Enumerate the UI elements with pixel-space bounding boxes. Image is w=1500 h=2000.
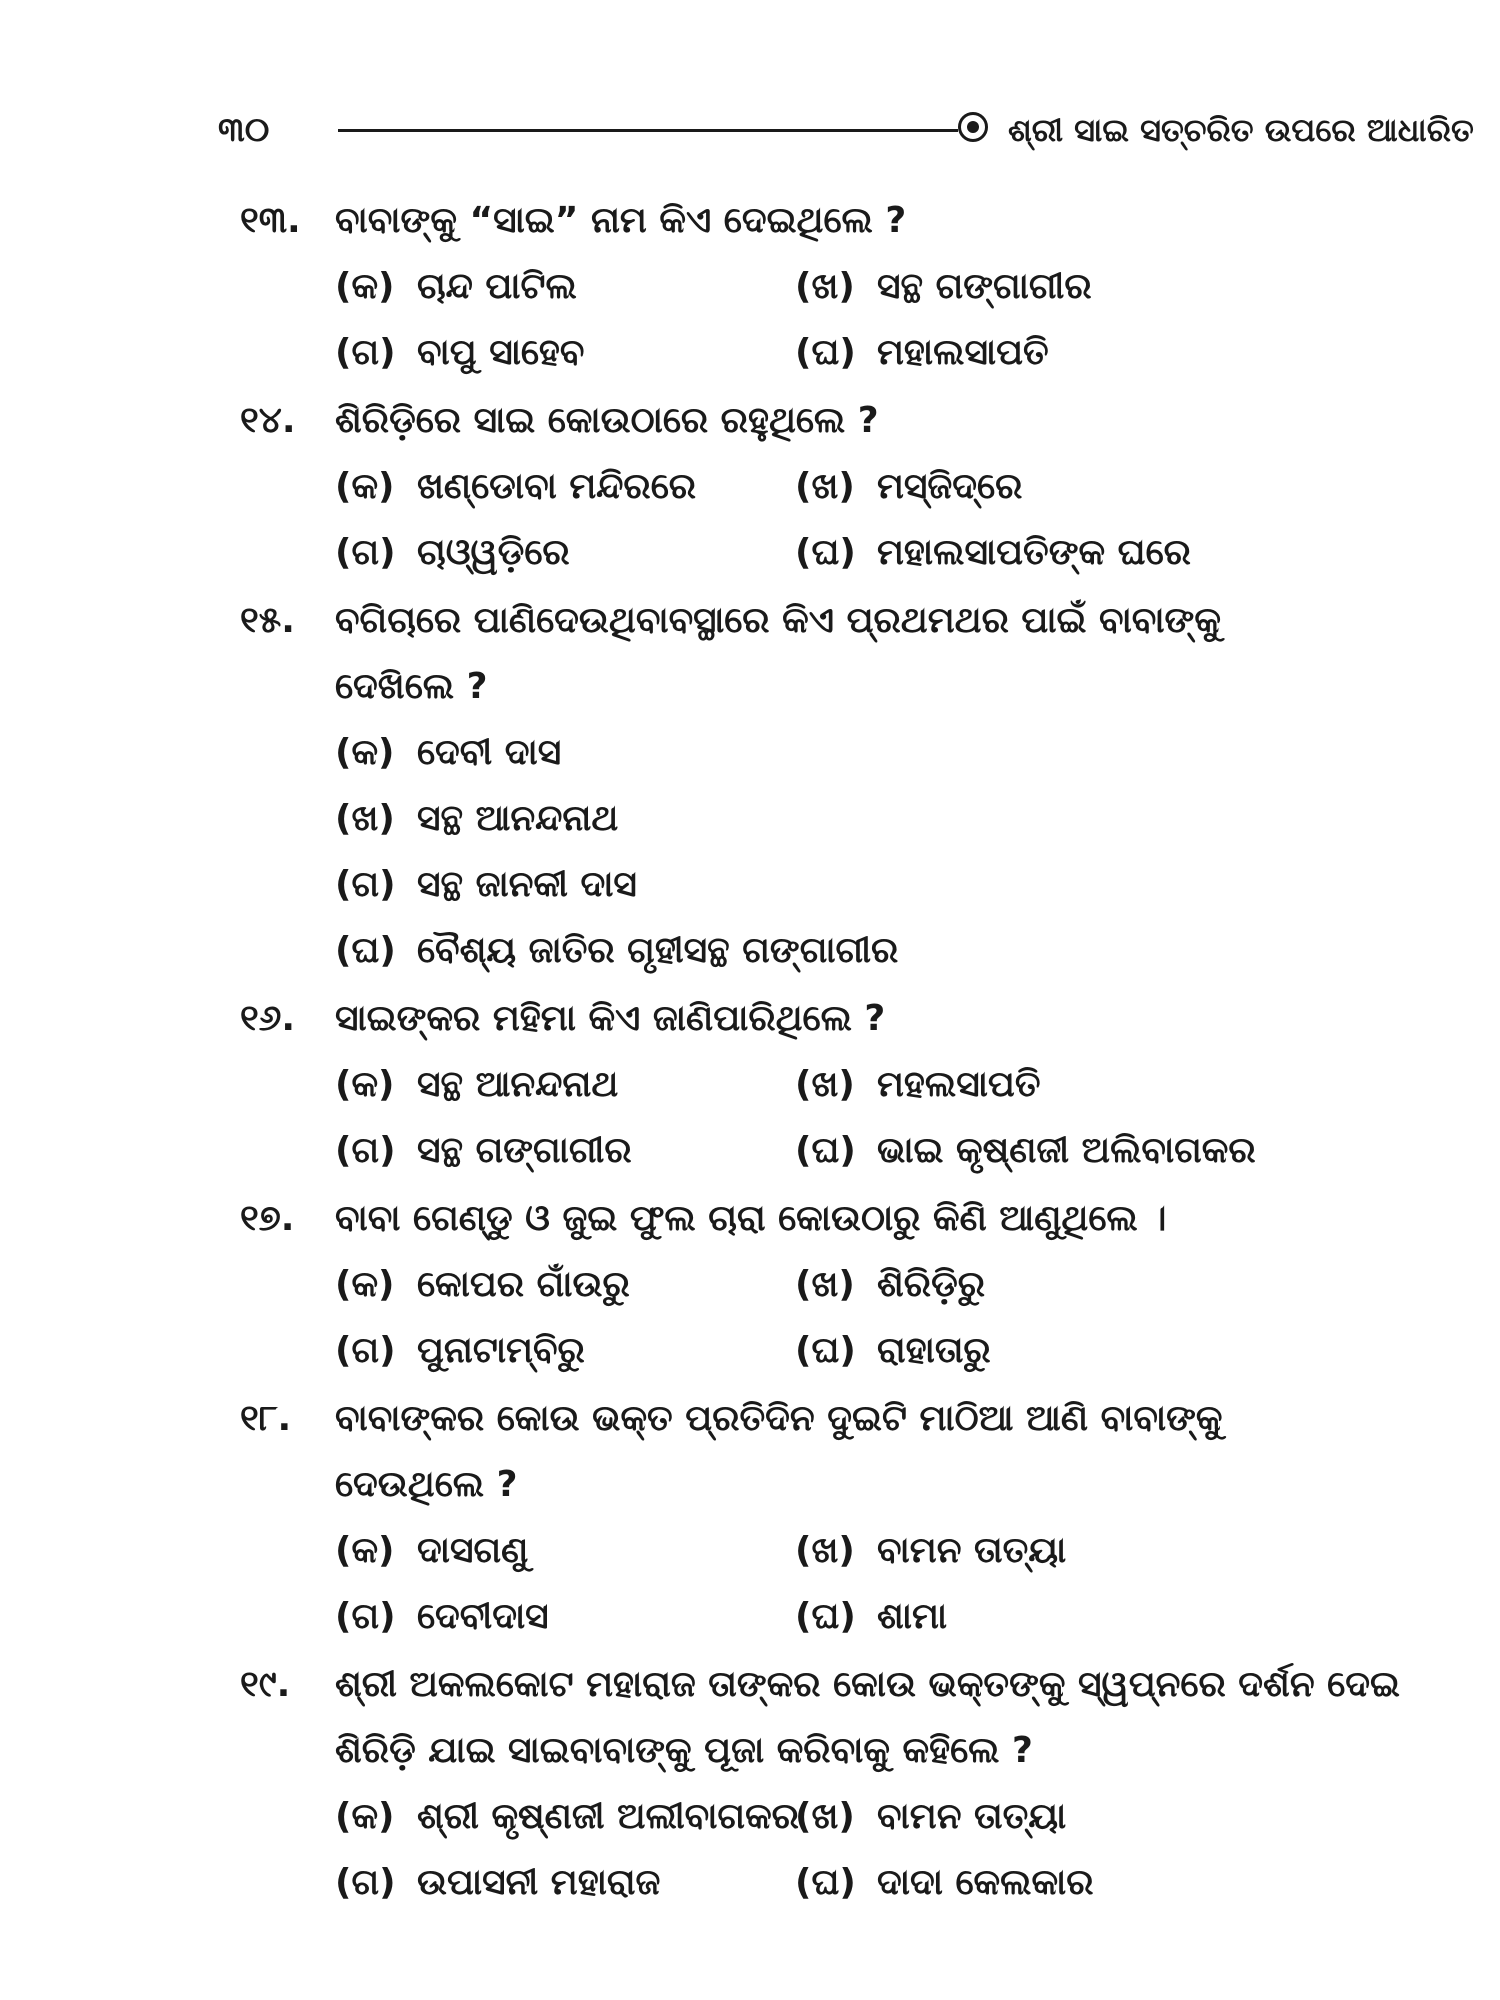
question-16 xyxy=(240,986,1300,1184)
question-13 xyxy=(240,188,1300,386)
option-kha: (ଖ) ବାମନ ତାତ୍ୟା xyxy=(795,1796,1067,1837)
option-gha: (ଘ) ଭାଇ କୃଷ୍ଣଜୀ ଅଲିବାଗକର xyxy=(795,1130,1256,1171)
option-ga: (ଗ) ପୁନାଟାମ୍ବିରୁ xyxy=(335,1330,585,1371)
option-gha: (ଘ) ଦାଦା କେଲକାର xyxy=(795,1862,1094,1903)
option-ka: (କ) ସନ୍ଥ ଆନନ୍ଦନାଥ xyxy=(335,1064,619,1105)
question-text: ଶିରିଡ଼ିରେ ସାଇ କୋଉଠାରେ ରହୁଥିଲେ ? xyxy=(335,400,879,441)
page-number: ୩୦ xyxy=(218,110,270,150)
option-ga: (ଗ) ଉପାସନୀ ମହାରାଜ xyxy=(335,1862,661,1903)
question-text: ବାବାଙ୍କର କୋଉ ଭକ୍ତ ପ୍ରତିଦିନ ଦୁଇଟି ମାଠିଆ ଆଣି ବାବାଙ୍କୁ xyxy=(335,1398,1223,1439)
question-19 xyxy=(240,1652,1400,1916)
option-gha: (ଘ) ବୈଶ୍ୟ ଜାତିର ଗୃହୀସନ୍ଥ ଗଙ୍ଗାଗୀର xyxy=(335,930,899,971)
option-ka: (କ) ଖଣ୍ଡୋବା ମନ୍ଦିରରେ xyxy=(335,466,697,507)
question-text: ସାଇଙ୍କର ମହିମା କିଏ ଜାଣିପାରିଥିଲେ ? xyxy=(335,998,886,1039)
question-number: ୧୫. xyxy=(240,600,295,641)
question-18 xyxy=(240,1386,1300,1650)
option-kha: (ଖ) ଶିରିଡ଼ିରୁ xyxy=(795,1264,986,1305)
option-gha: (ଘ) ରାହାତାରୁ xyxy=(795,1330,991,1371)
option-gha: (ଘ) ଶାମା xyxy=(795,1596,948,1637)
option-ga: (ଗ) ସନ୍ଥ ଜାନକୀ ଦାସ xyxy=(335,864,637,905)
option-kha: (ଖ) ମସ୍‌ଜିଦ୍‌ରେ xyxy=(795,466,1023,507)
option-ka: (କ) ଦାସଗଣୁ xyxy=(335,1530,529,1571)
option-ka: (କ) ଚାନ୍ଦ ପାଟିଲ xyxy=(335,266,577,307)
question-number: ୧୮. xyxy=(240,1398,292,1439)
question-number: ୧୭. xyxy=(240,1198,295,1239)
question-text: ବଗିଚାରେ ପାଣିଦେଉଥିବାବସ୍ଥାରେ କିଏ ପ୍ରଥମଥର ପାଇଁ ବାବାଙ୍କୁ xyxy=(335,600,1221,641)
option-kha: (ଖ) ବାମନ ତାତ୍ୟା xyxy=(795,1530,1067,1571)
question-17 xyxy=(240,1186,1300,1384)
option-ka: (କ) ଶ୍ରୀ କୃଷ୍ଣଜୀ ଅଲୀବାଗକର xyxy=(335,1796,799,1837)
page-header xyxy=(218,100,1474,160)
option-ga: (ଗ) ଦେବୀଦାସ xyxy=(335,1596,549,1637)
option-gha: (ଘ) ମହାଲସାପତି xyxy=(795,332,1049,373)
question-number: ୧୪. xyxy=(240,400,296,441)
option-ga: (ଗ) ଚାଓ୍ୱଡ଼ିରେ xyxy=(335,532,570,573)
option-ka: (କ) କୋପର ଗାଁଉରୁ xyxy=(335,1264,630,1305)
question-number: ୧୬. xyxy=(240,998,296,1039)
running-title: ଶ୍ରୀ ସାଇ ସତ୍‌ଚରିତ ଉପରେ ଆଧାରିତ xyxy=(1008,111,1474,149)
question-text: ବାବାଙ୍କୁ “ସାଇ” ନାମ କିଏ ଦେଇଥିଲେ ? xyxy=(335,200,907,241)
option-ga: (ଗ) ବାପୁ ସାହେବ xyxy=(335,332,585,373)
question-number: ୧୯. xyxy=(240,1664,291,1705)
option-kha: (ଖ) ସନ୍ଥ ଆନନ୍ଦନାଥ xyxy=(335,798,619,839)
header-rule xyxy=(338,129,958,132)
bullet-icon xyxy=(958,112,988,142)
question-number: ୧୩. xyxy=(240,200,301,241)
question-text-continued: ଶିରିଡ଼ି ଯାଇ ସାଇବାବାଙ୍କୁ ପୂଜା କରିବାକୁ କହିଲେ ? xyxy=(335,1730,1033,1771)
question-text: ଶ୍ରୀ ଅକଲକୋଟ ମହାରାଜ ତାଙ୍କର କୋଉ ଭକ୍ତଙ୍କୁ ସ୍ୱପ୍ନରେ ଦର୍ଶନ ଦେଇ xyxy=(335,1664,1400,1705)
question-text: ବାବା ଗେଣ୍ଡୁ ଓ ଜୁଇ ଫୁଲ ଚାରା କୋଉଠାରୁ କିଣି ଆଣୁଥିଲେ । xyxy=(335,1198,1167,1239)
option-ka: (କ) ଦେବୀ ଦାସ xyxy=(335,732,562,773)
option-gha: (ଘ) ମହାଲସାପତିଙ୍କ ଘରେ xyxy=(795,532,1191,573)
question-text-continued: ଦେଉଥିଲେ ? xyxy=(335,1464,518,1505)
question-text-continued: ଦେଖିଲେ ? xyxy=(335,666,488,707)
option-kha: (ଖ) ସନ୍ଥ ଗଙ୍ଗାଗୀର xyxy=(795,266,1092,307)
question-14 xyxy=(240,388,1300,586)
option-kha: (ଖ) ମହଲସାପତି xyxy=(795,1064,1041,1105)
question-15 xyxy=(240,588,1300,984)
option-ga: (ଗ) ସନ୍ଥ ଗଙ୍ଗାଗୀର xyxy=(335,1130,632,1171)
